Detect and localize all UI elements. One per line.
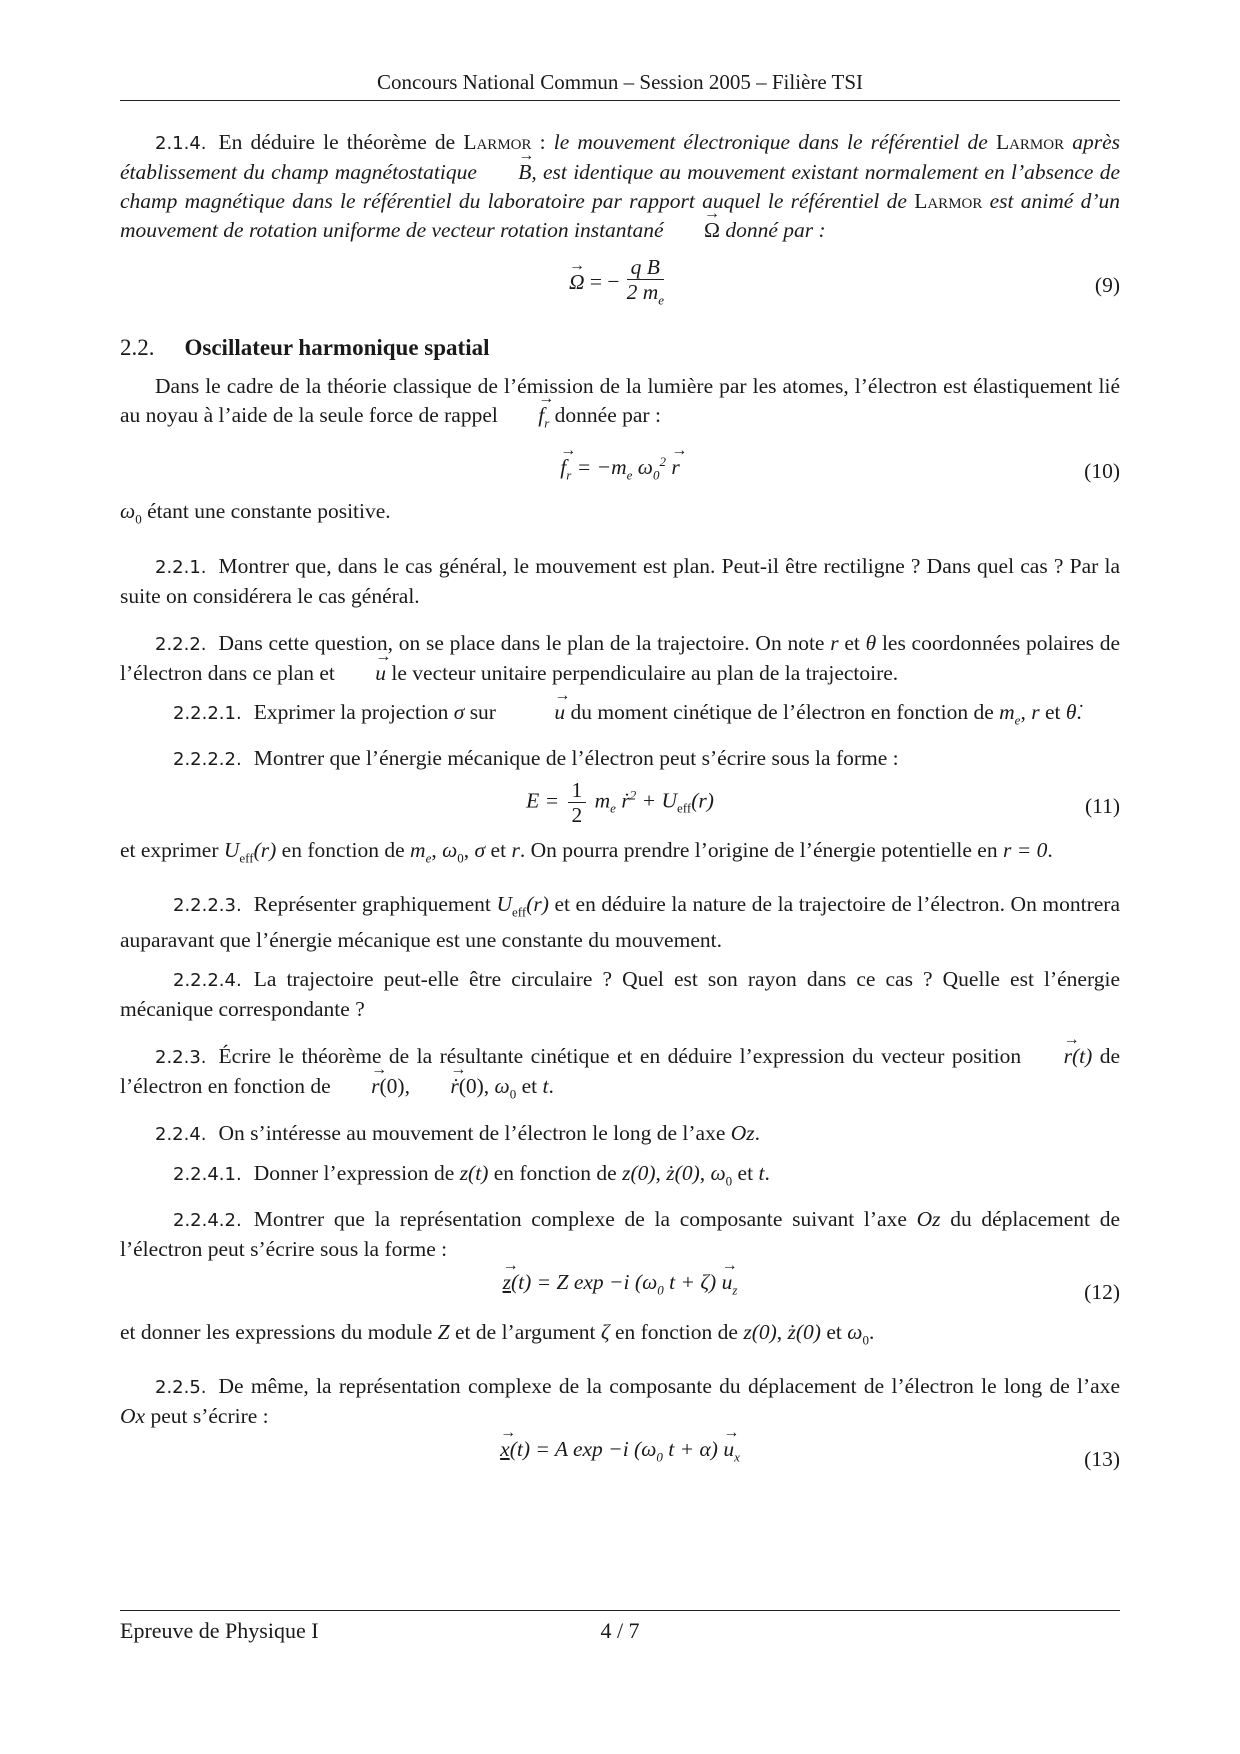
- equation-13: → x(t) = A exp −i ($\omega_0$ $t + \alpha) \to u_x$ (13): [120, 1435, 1120, 1485]
- question-2-2-2-2: 2.2.2.2. Montrer que l’énergie mécanique de l’électron peut s’écrire sous la forme :: [173, 745, 899, 770]
- question-2-1-4: 2.1.4. En déduire le théorème de Larmor : le mouvement électronique dans le référentiel de Larmor après établissement du champ magnétostatique → B, est identique au mouvement existant normalement en l’absence de champ magnétique dans le référentiel du laboratoire par rapport auquel le référentiel de Larmor est animé d’un mouvement de rotation uniforme de vecteur rotation instantané → Ω donné par :: [120, 128, 1120, 245]
- page-header: Concours National Commun – Session 2005 – Filière TSI: [376, 70, 864, 94]
- equation-10: → $f_r = -m_e$ $\omega_0^2 \to r$ (10): [120, 447, 1120, 497]
- question-2-2-1: 2.2.1. Montrer que, dans le cas général, le mouvement est plan. Peut-il être rectiligne ? Dans quel cas ? Par la suite on considérera le cas général.: [120, 553, 1120, 608]
- question-2-2-3: 2.2.3. Écrire le théorème de la résultante cinétique et en déduire l’expression du vecteur position → r(t) de l’électron en fonction de → r(0), → ṙ(0), $\omega_0$ et t.: [120, 1042, 1120, 1108]
- equation-11: E = $\frac{1}{2}$ $m_e$ ṙ$^2$ + $U_{eff}(r)$ (11): [526, 777, 1120, 827]
- question-number: 2.2.3.: [155, 1047, 207, 1069]
- equation-number: (13): [1084, 1447, 1120, 1472]
- vector-omega: → Ω: [669, 216, 720, 245]
- footer-exam-title: Epreuve de Physique I: [120, 1618, 319, 1643]
- section-2-2-intro: Dans le cadre de la théorie classique de l’émission de la lumière par les atomes, l’électron est élastiquement lié au noyau à l’aide de la seule force de rappel → $f_r$ donnée par :: [120, 372, 1120, 437]
- question-2-2-2-1: 2.2.2.1. Exprimer la projection σ sur → u du moment cinétique de l’électron en fonction de $m_e$, r et θ̇.: [120, 698, 1120, 734]
- modulus-instruction: et donner les expressions du module Z et de l’argument ζ en fonction de z(0), ż(0) et $\omega_0$.: [120, 1320, 875, 1348]
- question-number: 2.2.2.4.: [173, 970, 242, 992]
- question-number: 2.2.2.1.: [173, 702, 242, 724]
- question-2-2-4-2: 2.2.4.2. Montrer que la représentation complexe de la composante suivant l’axe Oz du déplacement de l’électron peut s’écrire sous la forme :: [120, 1207, 1120, 1262]
- equation-number: (10): [1084, 459, 1120, 484]
- equation-number: (12): [1084, 1280, 1120, 1305]
- footer-rule: [120, 1610, 1120, 1611]
- question-number: 2.2.4.: [155, 1123, 207, 1145]
- question-2-2-2: 2.2.2. Dans cette question, on se place dans le plan de la trajectoire. On note r et θ les coordonnées polaires de l’électron dans ce plan et → u le vecteur unitaire perpendiculaire au plan de la trajectoire.: [120, 629, 1120, 688]
- question-2-2-2-3: 2.2.2.3. Représenter graphiquement $U_{eff}(r)$ et en déduire la nature de la trajectoire de l’électron. On montrera auparavant que l’énergie mécanique est une constante du mouvement.: [120, 892, 1120, 953]
- question-2-2-4-1: 2.2.4.1. Donner l’expression de z(t) en fonction de z(0), ż(0), $\omega_0$ et t.: [173, 1160, 770, 1189]
- question-2-2-2-4: 2.2.2.4. La trajectoire peut-elle être circulaire ? Quel est son rayon dans ce cas ? Quelle est l’énergie mécanique correspondante ?: [120, 967, 1120, 1022]
- energy-instruction: et exprimer $U_{eff}(r)$ en fonction de $m_e$, $\omega_0$, σ et r. On pourra prendre l’origine de l’énergie potentielle en r = 0.: [120, 837, 1053, 866]
- question-number: 2.1.4.: [155, 133, 207, 154]
- page-number: 4 / 7: [600, 1618, 640, 1643]
- equation-9: → Ω = − $\frac{\text{q B}}{2 m_e}$ (9): [120, 255, 1120, 317]
- equation-12: → z(t) = Z exp −i ($\omega_0$ $t + \zeta) \to u_z$ (12): [120, 1268, 1120, 1318]
- question-number: 2.2.2.2.: [173, 748, 242, 770]
- question-number: 2.2.5.: [155, 1377, 207, 1399]
- page-content: [120, 128, 1120, 1485]
- equation-number: (9): [1094, 273, 1120, 297]
- question-2-2-5: 2.2.5. De même, la représentation complexe de la composante du déplacement de l’électron le long de l’axe Ox peut s’écrire :: [120, 1374, 1120, 1429]
- question-number: 2.2.2.3.: [173, 895, 242, 917]
- question-number: 2.2.2.: [155, 633, 207, 655]
- question-number: 2.2.4.1.: [173, 1163, 242, 1185]
- vector-b: → B: [483, 158, 531, 187]
- header-rule: [120, 100, 1120, 101]
- name-larmor: Larmor: [463, 130, 532, 154]
- question-2-2-4: 2.2.4. On s’intéresse au mouvement de l’électron le long de l’axe Oz.: [155, 1120, 761, 1145]
- question-number: 2.2.4.2.: [173, 1210, 242, 1232]
- omega-definition: $\omega_0$ étant une constante positive.: [120, 499, 391, 527]
- equation-number: (11): [1084, 793, 1120, 818]
- section-2-2-heading: 2.2. Oscillateur harmonique spatial: [120, 335, 490, 360]
- question-number: 2.2.1.: [155, 556, 207, 578]
